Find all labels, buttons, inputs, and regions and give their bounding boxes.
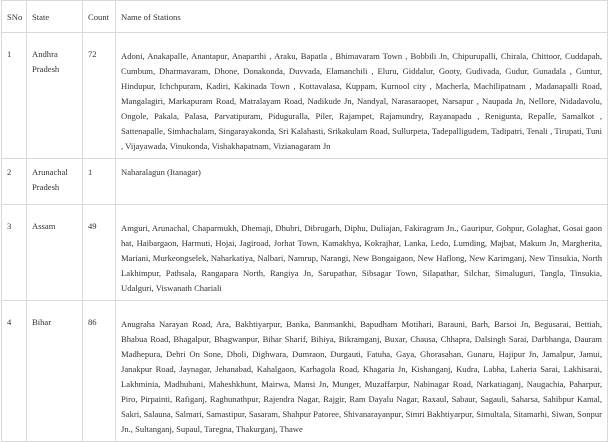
cell-count: 86 xyxy=(83,301,116,442)
cell-station-names: Naharalagun (Itanagar) xyxy=(116,159,608,205)
cell-station-names: Amguri, Arunachal, Chaparmukh, Dhemaji, Dhubri, Dibrugarh, Diphu, Duliajan, Fakiragram Jn., Gauripur, Gohpur, Golaghat, Gosai gaon hat, Haibargaon, Harmuti, Hojai, Jagiroad, Jorhat Town, Kamakhya, Kokrajhar, Lanka, Ledo, Lumding, Majbat, Makum Jn, Margherita, Mariani, Murkeongselek, Naharkatiya, Nalbari, Namrup, Narangi, New Bongaigaon, New Haflong, New Karimganj, New Tinsukia, North Lakhimpur, Pathsala, Rangapara North, Rangiya Jn, Sarupathar, Sibsagar Town, Silapathar, Silchar, Simaluguri, Tangla, Tinsukia, Udalguri, Viswanath Chariali xyxy=(116,205,608,301)
cell-state: Andhra Pradesh xyxy=(27,33,83,159)
table-row xyxy=(2,301,608,442)
cell-state: Arunachal Pradesh xyxy=(27,159,83,205)
cell-sno: 4 xyxy=(2,301,27,442)
cell-count: 49 xyxy=(83,205,116,301)
header-count: Count xyxy=(83,1,116,33)
header-state: State xyxy=(27,1,83,33)
cell-count: 72 xyxy=(83,33,116,159)
table-row xyxy=(2,205,608,301)
cell-state: Assam xyxy=(27,205,83,301)
header-sno: SNo xyxy=(2,1,27,33)
table-header-row xyxy=(2,1,608,33)
cell-count: 1 xyxy=(83,159,116,205)
stations-table xyxy=(1,0,608,442)
cell-sno: 3 xyxy=(2,205,27,301)
cell-station-names: Anugraha Narayan Road, Ara, Bakhtiyarpur, Banka, Banmankhi, Bapudham Motihari, Barauni, Barh, Barsoi Jn, Begusarai, Bettiah, Bhabua Road, Bhagalpur, Bhagwanpur, Bihar Sharif, Bihiya, Bikramganj, Buxar, Chausa, Chhapra, Dalsingh Sarai, Darbhanga, Dauram Madhepura, Dehri On Sone, Dholi, Dighwara, Dumraon, Durgauti, Fatuha, Gaya, Ghorasahan, Gunaru, Hajipur Jn, Jamalpur, Jamui, Janakpur Road, Jaynagar, Jehanabad, Kahalgaon, Karhagola Road, Khagaria Jn, Kishanganj, Kudra, Labha, Laheria Sarai, Lakhisarai, Lakhminia, Madhubani, Maheshkhunt, Mairwa, Mansi Jn, Munger, Muzaffarpur, Nabinagar Road, Narkatiaganj, Naugachia, Paharpur, Piro, Pirpainti, Rafiganj, Raghunathpur, Rajendra Nagar, Rajgir, Ram Dayalu Nagar, Raxaul, Sabaur, Sagauli, Saharsa, Sahibpur Kamal, Sakri, Salauna, Salmari, Samastipur, Sasaram, Shahpur Patoree, Shivanarayanpur, Simri Bakhtiyarpur, Simultala, Sitamarhi, Siwan, Sonpur Jn., Sultanganj, Supaul, Taregna, Thakurganj, Thawe xyxy=(116,301,608,442)
cell-state: Bihar xyxy=(27,301,83,442)
cell-station-names: Adoni, Anakapalle, Anantapur, Anaparthi , Araku, Bapatla , Bhimavaram Town , Bobbili Jn, Chipurupalli, Chirala, Chittoor, Cuddapah, Cumbum, Dharmavaram, Dhone, Donakonda, Duvvada, Elamanchili , Eluru, Giddalur, Gooty, Gudivada, Gudur, Gunadala , Guntur, Hindupur, Ichchpuram, Kadiri, Kakinada Town , Kottavalasa, Kuppam, Kurnool city , Macherla, Machilipatnam , Madanapalli Road, Mangalagiri, Markapuram Road, Matralayam Road, Nadikude Jn, Nandyal, Narasaraopet, Narsapur , Naupada Jn, Nellore, Nidadavolu, Ongole, Pakala, Palasa, Parvatipuram, Piduguralla, Piler, Rajampet, Rajamundry, Rayanapadu , Renigunta, Repalle, Samalkot , Sattenapalle, Simhachalam, Singarayakonda, Sri Kalahasti, Srikakulam Road, Sullurpeta, Tadepalligudem, Tadipatri, Tenali , Tirupati, Tuni , Vijayawada, Vinukonda, Vishakhapatnam, Vizianagaram Jn xyxy=(116,33,608,159)
cell-sno: 1 xyxy=(2,33,27,159)
cell-sno: 2 xyxy=(2,159,27,205)
table-row xyxy=(2,159,608,205)
header-station-names: Name of Stations xyxy=(116,1,608,33)
table-row xyxy=(2,33,608,159)
